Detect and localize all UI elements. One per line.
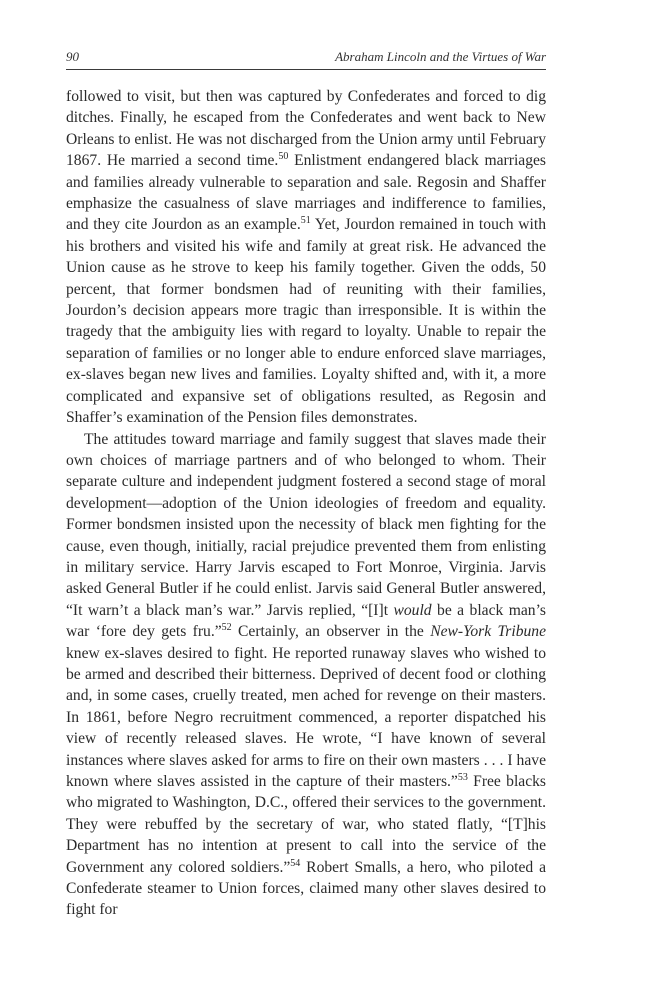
running-title: Abraham Lincoln and the Virtues of War [335,49,546,64]
footnote-ref: 51 [300,215,311,227]
footnote-ref: 54 [290,857,301,869]
text-run: followed to visit, but then was captured by Confederates and forced to dig ditches. Finally, he escaped from the Confederates and went back to New Orleans to enlist. He was not discharged from the Union army until February 1867. He married a second time. [66,88,546,170]
text-run: Robert Smalls, a hero, who piloted a Confederate steamer to Union forces, claimed many other slaves desired to fight for [66,858,546,919]
text-run: The attitudes toward marriage and family suggest that slaves made their own choices of marriage partners and of who belonged to whom. Their separate culture and independent judgment fostered a second stage of moral development—adoption of the Union ideologies of freedom and equality. Former bondsmen insisted upon the necessity of black men fighting for the cause, even though, initially, racial prejudice prevented them from enlisting in military service. Harry Jarvis escaped to Fort Monroe, Virginia. Jarvis asked General Butler if he could enlist. Jarvis said General Butler answered, “It warn’t a black man’s war.” Jarvis replied, “[I]t [66,430,546,619]
text-run: Certainly, an observer in the [231,623,431,641]
text-run: Yet, Jourdon remained in touch with his brothers and visited his wife and family at great risk. He advanced the Union cause as he strove to keep his family together. Given the odds, 50 percent, that former bondsmen had of reuniting with their families, Jourdon’s decision appears more tragic than irresponsible. It is within the tragedy that the ambiguity lies with regard to loyalty. Unable to repair the separation of families or no longer able to endure enforced slave marriages, ex-slaves began new lives and families. Loyalty shifted and, with it, a more complicated and expansive set of obligations resulted, as Regosin and Shaffer’s examination of the Pension files demonstrates. [66,216,547,427]
footnote-ref: 50 [278,151,289,163]
text-run: Enlistment endangered black marriages and families already vulnerable to separation and sale. Regosin and Shaffer emphasize the casualness of slave marriages and indifference to families, and they cite Jourdon as an example. [66,152,546,234]
running-head [66,48,546,70]
footnote-ref: 53 [457,771,468,783]
italic-text: New-York Tribune [430,623,547,641]
text-run: be a black man’s war ‘fore dey gets fru.” [66,601,546,641]
italic-text: would [393,601,432,619]
paragraph [66,429,546,921]
page-number: 90 [66,49,79,64]
text-run: knew ex-slaves desired to fight. He reported runaway slaves who wished to be armed and described their bitterness. Deprived of decent food or clothing and, in some cases, cruelly treated, men ached for revenge on their masters. In 1861, before Negro recruitment commenced, a reporter dispatched his view of recently released slaves. He wrote, “I have known of several instances where slaves asked for arms to fire on their own masters . . . I have known where slaves assisted in the capture of their masters.” [66,644,546,790]
text-run: Free blacks who migrated to Washington, D.C., offered their services to the government. They were rebuffed by the secretary of war, who stated flatly, “[T]his Department has no intention at present to call into the service of the Government any colored soldiers.” [66,773,546,876]
footnote-ref: 52 [221,621,232,633]
book-page [66,48,546,921]
body-text [66,86,546,921]
paragraph [66,86,546,429]
